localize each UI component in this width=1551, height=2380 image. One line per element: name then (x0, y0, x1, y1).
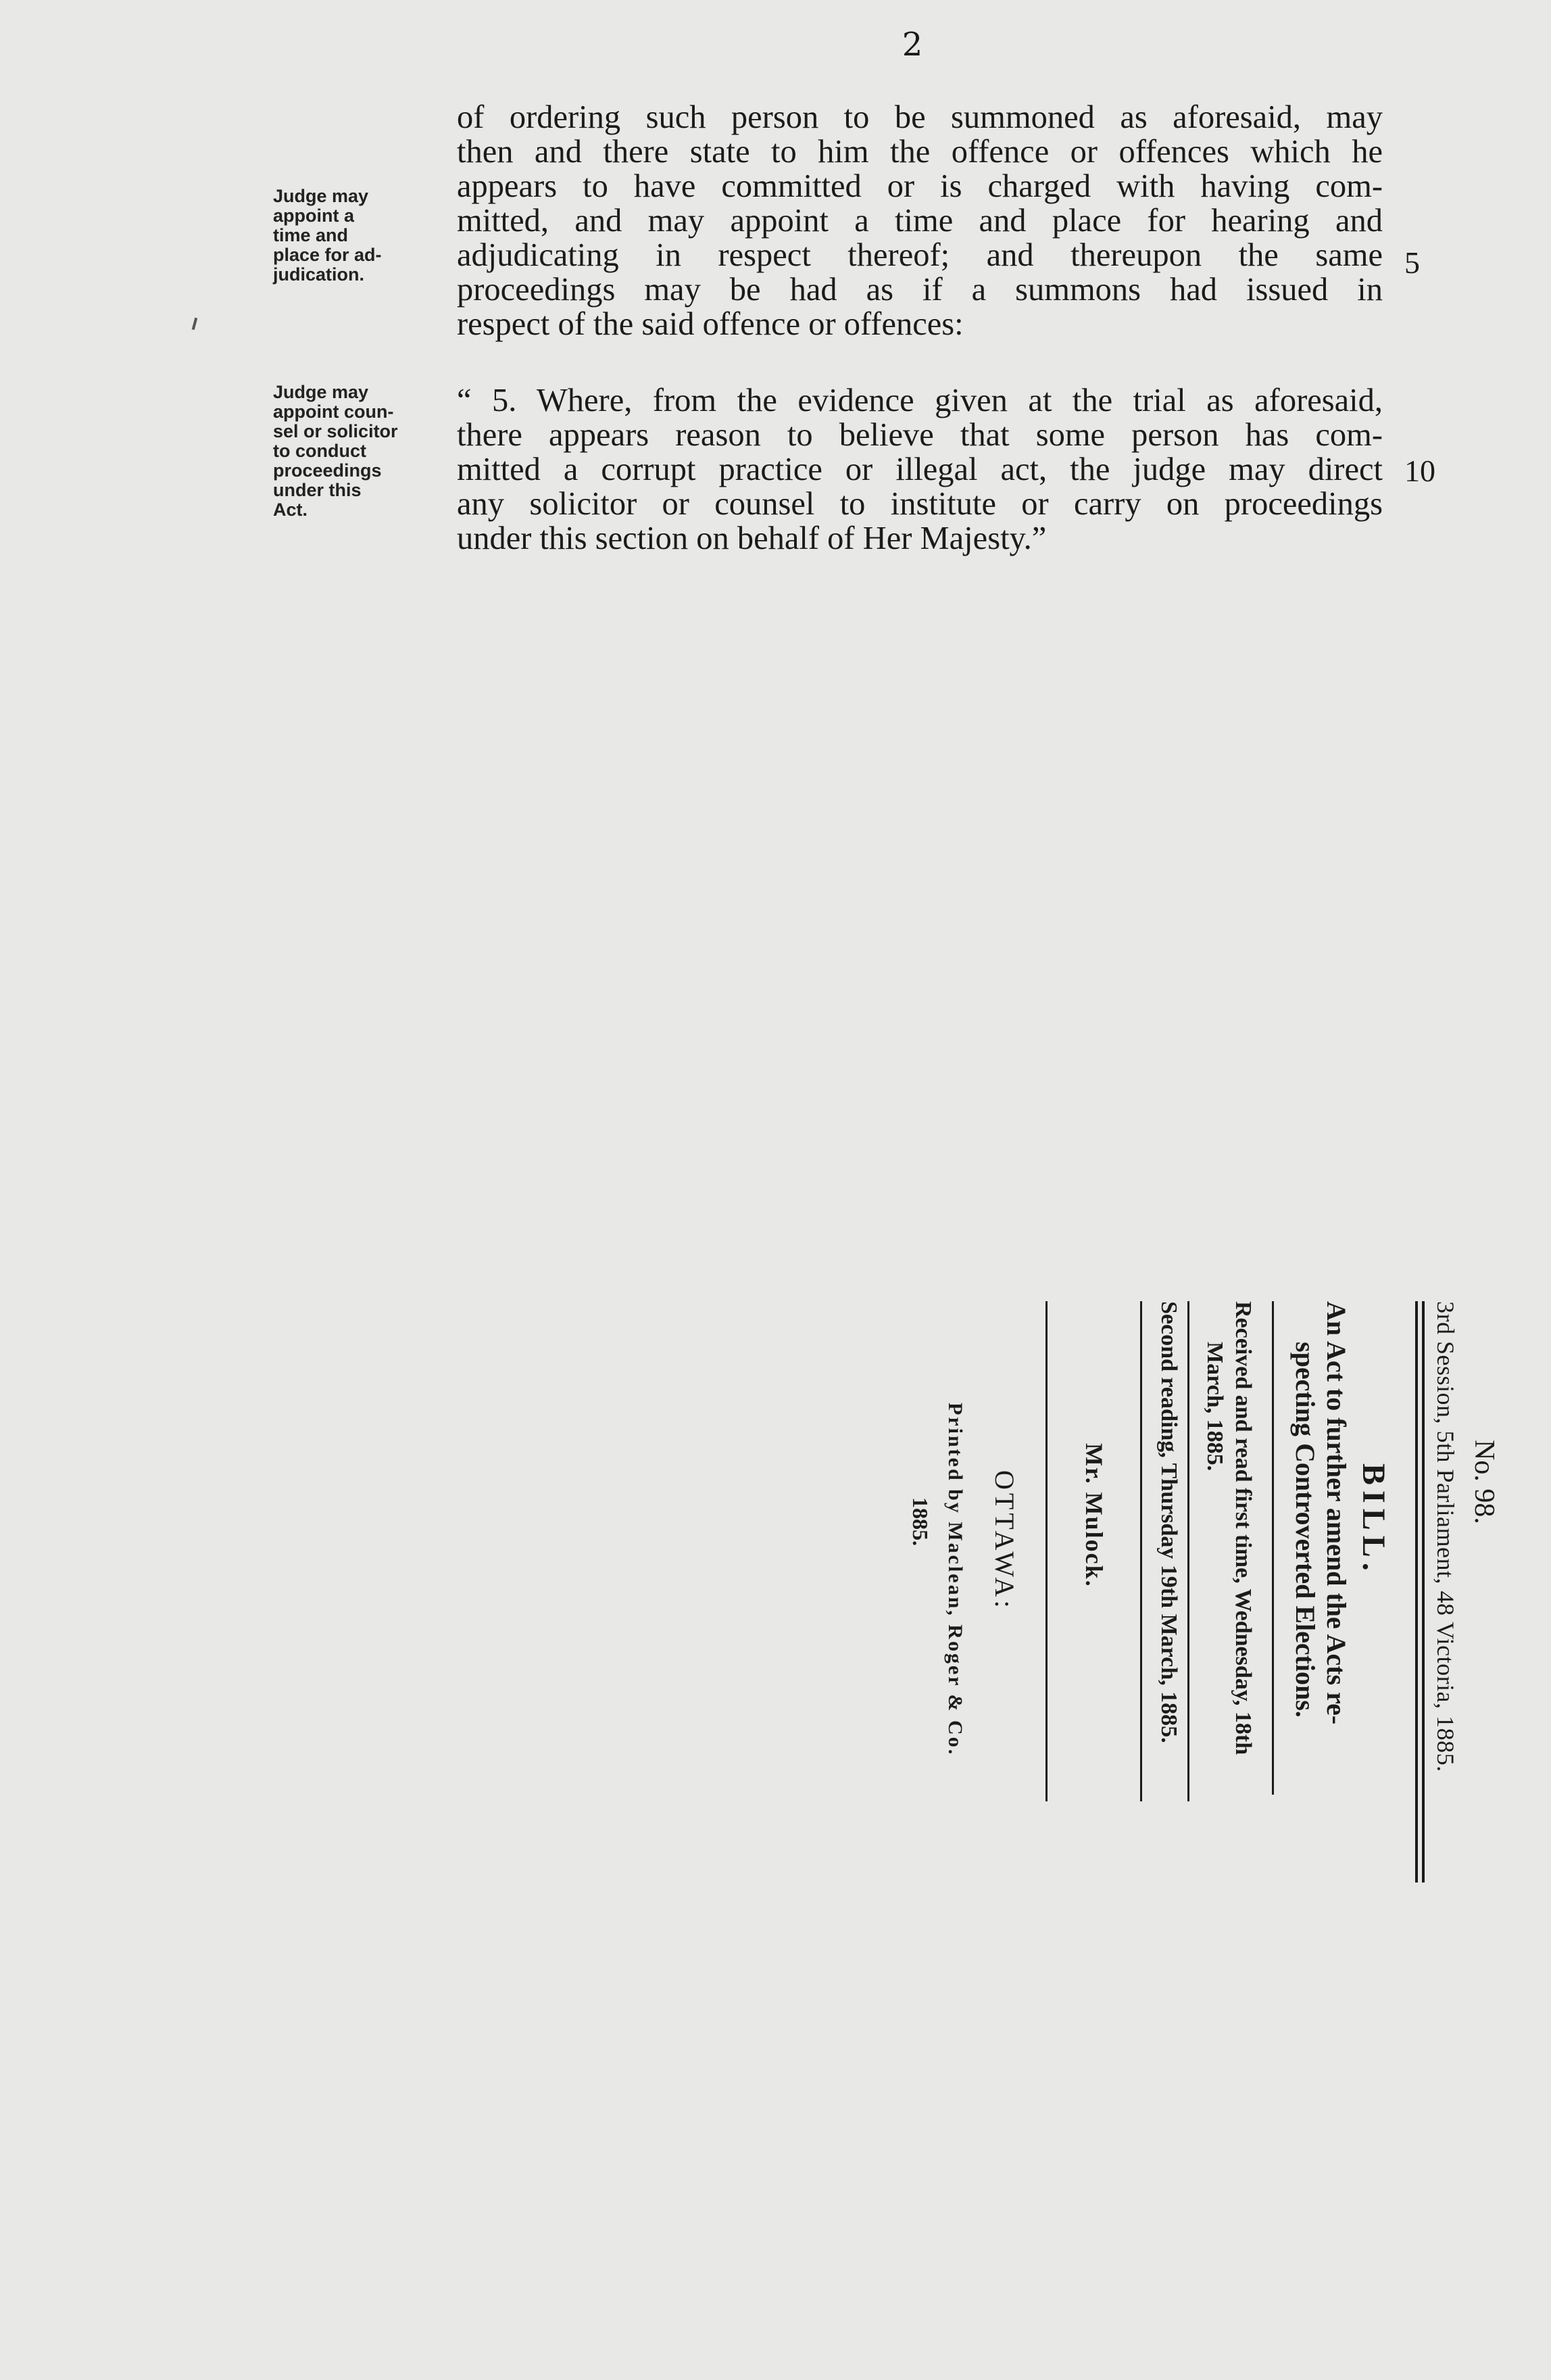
line-number-5: 5 (1404, 245, 1420, 280)
rule-double-bottom (1415, 1301, 1418, 1883)
rule-member (1045, 1301, 1048, 1801)
text-line: under this section on behalf of Her Majesty.” (457, 520, 1047, 556)
endorsement-rotated (142, 1301, 1500, 2018)
text-line: proceedings may be had as if a summons had issued in (457, 272, 1383, 308)
text-line: any solicitor or counsel to institute or carry on proceedings (457, 486, 1383, 522)
margin-note-line: Act. (273, 500, 308, 520)
received-line: Received and read first time, Wednesday, 18th (1231, 1301, 1256, 1755)
text-line: then and there state to him the offence or offences which he (457, 134, 1383, 170)
bill-title (1289, 1301, 1352, 1910)
member-name: Mr. Mulock. (1081, 1443, 1108, 1588)
rule-received (1187, 1301, 1189, 1801)
text-line: respect of the said offence or offences: (457, 306, 964, 342)
bill-title-line: An Act to further amend the Acts re- (1321, 1301, 1352, 1725)
received-line: March, 1885. (1202, 1342, 1227, 1472)
endorsement-block (142, 1301, 1500, 2018)
bill-title-line: specting Controverted Elections. (1290, 1342, 1321, 1718)
margin-note-line: under this (273, 480, 362, 500)
margin-note-line: to conduct (273, 441, 366, 461)
line-number-10: 10 (1404, 454, 1435, 488)
rule-double-top (1422, 1301, 1425, 1883)
text-line: mitted, and may appoint a time and place for hearing and (457, 203, 1383, 239)
second-reading: Second reading, Thursday 19th March, 1885. (1156, 1301, 1181, 1743)
margin-note-line: place for ad- (273, 245, 382, 265)
margin-note-adjudication (273, 187, 445, 285)
rule-title (1272, 1301, 1274, 1795)
text-line: appears to have committed or is charged with having com- (457, 168, 1383, 204)
bill-label: BILL. (1356, 1463, 1392, 1576)
received-block (1200, 1301, 1257, 1910)
text-line: of ordering such person to be summoned as aforesaid, may (457, 99, 1383, 135)
margin-note-counsel (273, 383, 445, 520)
text-line: there appears reason to believe that some person has com- (457, 417, 1383, 453)
margin-note-line: time and (273, 225, 349, 245)
year: 1885. (908, 1497, 933, 1546)
paragraph-section-5 (457, 383, 1383, 556)
text-line: mitted a corrupt practice or illegal act, the judge may direct (457, 452, 1383, 487)
margin-note-line: appoint coun- (273, 402, 394, 422)
city: OTTAWA: (989, 1470, 1020, 1611)
margin-note-line: sel or solicitor (273, 421, 398, 441)
text-line: adjudicating in respect thereof; and thereupon the same (457, 237, 1383, 273)
margin-note-line: appoint a (273, 205, 354, 226)
page-number: 2 (902, 26, 923, 64)
text-line: “ 5. Where, from the evidence given at the trial as aforesaid, (457, 383, 1383, 418)
margin-note-line: judication. (273, 264, 364, 285)
printer: Printed by Maclean, Roger & Co. (944, 1403, 966, 1757)
margin-note-line: Judge may (273, 186, 369, 206)
session-line: 3rd Session, 5th Parliament, 48 Victoria, 1885. (1432, 1301, 1459, 1772)
margin-note-line: proceedings (273, 460, 382, 481)
margin-note-line: Judge may (273, 382, 369, 402)
bill-number: No. 98. (1469, 1440, 1500, 1524)
stray-mark (192, 318, 198, 330)
rule-second (1140, 1301, 1142, 1801)
paragraph-adjudication (457, 100, 1383, 341)
